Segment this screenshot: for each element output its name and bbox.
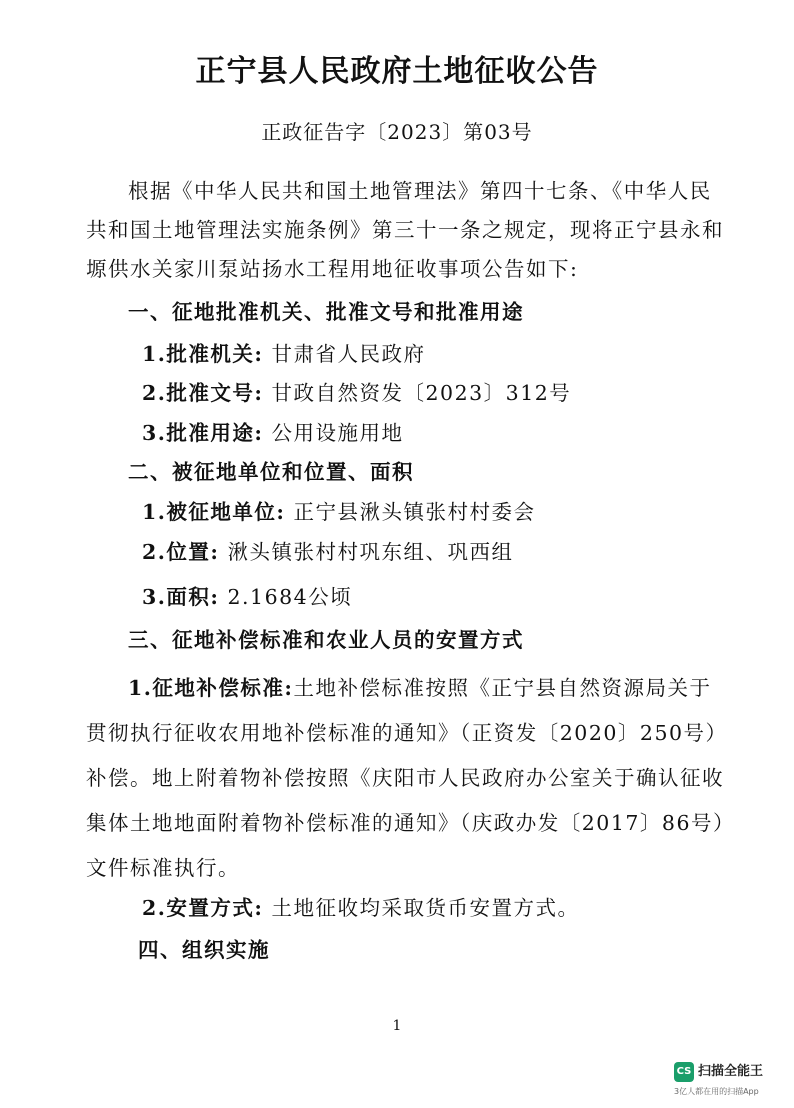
section1-heading: 一、征地批准机关、批准文号和批准用途 (128, 300, 524, 324)
section4-heading: 四、组织实施 (138, 938, 270, 962)
section3-heading: 三、征地补偿标准和农业人员的安置方式 (128, 628, 524, 652)
section1-item3 (142, 418, 404, 448)
item-value: 2.1684公顷 (227, 585, 353, 609)
item-label: 3.批准用途: (142, 421, 264, 445)
document-title: 正宁县人民政府土地征收公告 (195, 54, 599, 89)
item-value: 甘政自然资发〔2023〕312号 (271, 381, 572, 405)
item-label: 1.征地补偿标准: (128, 676, 294, 700)
section3-item2 (142, 893, 580, 923)
item-label: 2.安置方式: (142, 896, 264, 920)
section3-item1 (86, 666, 726, 891)
item-value: 公用设施用地 (271, 421, 404, 445)
camscanner-logo-icon: CS (674, 1062, 694, 1082)
item-value: 湫头镇张村村巩东组、巩西组 (227, 540, 514, 564)
intro-paragraph: 根据《中华人民共和国土地管理法》第四十七条、《中华人民共和国土地管理法实施条例》第三十一条之规定，现将正宁县永和塬供水关家川泵站扬水工程用地征收事项公告如下: (86, 179, 724, 281)
item-label: 2.批准文号: (142, 381, 264, 405)
watermark-name: 扫描全能王 (698, 1064, 764, 1079)
item-label: 3.面积: (142, 585, 220, 609)
section1-item2 (142, 378, 571, 408)
section1-item1 (142, 339, 426, 369)
section2-heading: 二、被征地单位和位置、面积 (128, 460, 414, 484)
page-number: 1 (392, 1018, 402, 1034)
item-value: 土地补偿标准按照《正宁县自然资源局关于贯彻执行征收农用地补偿标准的通知》（正资发〔2020〕250号）补偿。地上附着物补偿按照《庆阳市人民政府办公室关于确认征收集体土地地面附着物补偿标准的通知》（庆政办发〔2017〕86号）文件标准执行。 (86, 676, 725, 880)
item-value: 甘肃省人民政府 (271, 342, 426, 366)
document-number: 正政征告字〔2023〕第03号 (261, 120, 533, 144)
section2-item1 (142, 497, 536, 527)
item-label: 1.被征地单位: (142, 500, 286, 524)
item-label: 1.批准机关: (142, 342, 264, 366)
watermark-tagline: 3亿人都在用的扫描App (674, 1087, 759, 1096)
section2-item2 (142, 537, 514, 567)
item-value: 正宁县湫头镇张村村委会 (293, 500, 536, 524)
item-value: 土地征收均采取货币安置方式。 (271, 896, 580, 920)
item-label: 2.位置: (142, 540, 220, 564)
section2-item3 (142, 582, 352, 612)
scanner-watermark (674, 1062, 780, 1098)
